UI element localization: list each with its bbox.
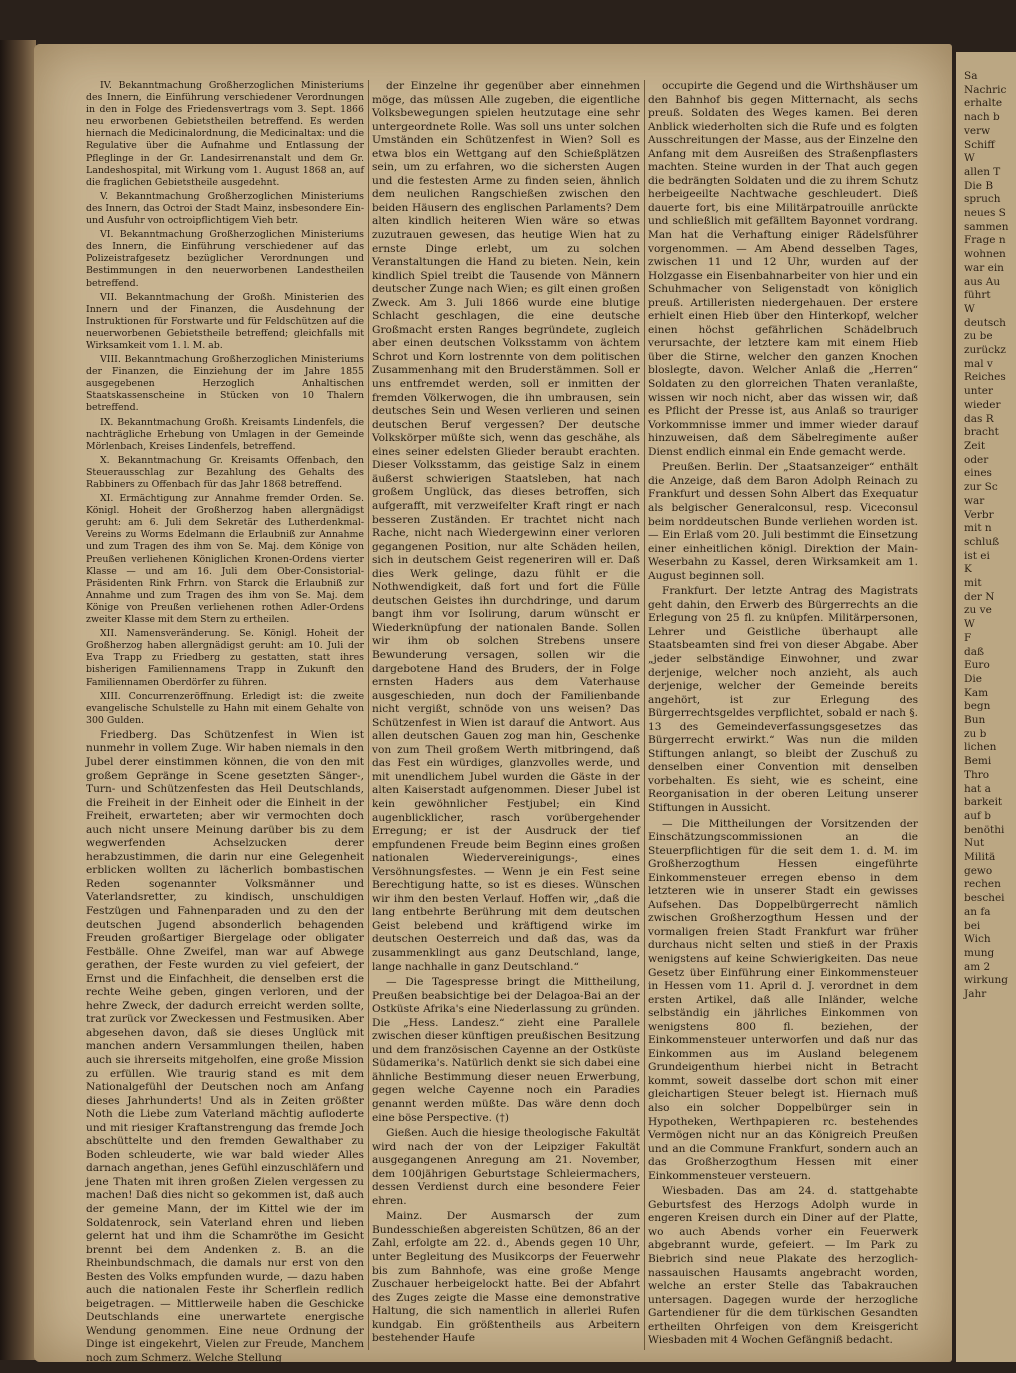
right-page-line: W: [964, 618, 975, 631]
column-2: [372, 80, 640, 1350]
right-page-line: wieder: [964, 398, 1001, 411]
column-rule: [644, 80, 645, 1350]
right-page-line: war: [964, 494, 985, 507]
right-page-line: F: [964, 631, 972, 644]
right-page-line: Frage n: [964, 234, 1006, 247]
right-page-line: sammen: [964, 220, 1009, 233]
announcement-item: XII. Namensveränderung. Se. Königl. Hoheit der Großherzog haben allergnädigst geruht: am 10. Juli der Eva Trapp zu Friedberg zu gestatten, statt ihres bisherigen Familiennamens Trapp in Zukunft den Familiennamen Oberdörfer zu führen.: [86, 628, 364, 688]
article-paragraph: — Die Mittheilungen der Vorsitzenden der Einschätzungscommissionen an die Steuerpflichtigen für die seit dem 1. d. M. im Großherzogthum Hessen eingeführte Einkommensteuer erregen ebenso in dem letzteren wie in unserer Stadt ein gewisses Aufsehen. Das Doppelbürgerrecht nämlich zwischen Großherzogthum Hessen und der vormaligen freien Stadt Frankfurt war früher durchaus nicht selten und stieß in der Praxis wenigstens auf keine Schwierigkeiten. Das neue Gesetz über Einführung einer Einkommensteuer in Hessen vom 11. April d. J. verordnet in dem ersten Artikel, daß alle Inländer, welche selbständig ein jährliches Einkommen von wenigstens 800 fl. beziehen, der Einkommensteuer unterworfen und daß nur das Einkommen aus im Ausland belegenem Grundeigenthum hierbei nicht in Betracht kommt, soweit dasselbe dort schon mit einer gleichartigen Steuer belegt ist. Hiernach muß also ein solcher Doppelbürger sein in Hypotheken, Werthpapieren rc. bestehendes Vermögen nicht nur an das Königreich Preußen und an die Commune Frankfurt, sondern auch an das Großherzogthum Hessen mit einer Einkommensteuer versteuern.: [648, 817, 918, 1182]
announcement-item: V. Bekanntmachung Großherzoglichen Ministeriums des Innern, das Octroi der Stadt Mainz, insbesondere Ein- und Ausfuhr von octroipflichtigem Vieh betr.: [86, 190, 364, 227]
column-3: [648, 80, 918, 1350]
right-page-line: barkeit: [964, 796, 1003, 809]
right-page-line: benöthi: [964, 823, 1005, 836]
right-page-line: W: [964, 302, 975, 315]
announcement-item: X. Bekanntmachung Gr. Kreisamts Offenbach, den Steuerausschlag zur Bezahlung des Gehalts des Rabbiners zu Offenbach für das Jahr 1868 betreffend.: [86, 454, 364, 490]
right-page-line: verw: [964, 124, 991, 137]
right-page-line: spruch: [964, 193, 1001, 206]
right-page-line: zur Sc: [964, 481, 998, 494]
right-page-line: das R: [964, 412, 994, 425]
right-page-line: Sa: [964, 70, 978, 82]
right-page-line: eines: [964, 467, 992, 480]
right-page-line: Jahr: [964, 988, 987, 1001]
right-page-line: mit: [964, 577, 982, 590]
column-1: [86, 80, 364, 1365]
right-page-line: zu be: [964, 330, 993, 343]
right-page-line: allen T: [964, 165, 1001, 178]
right-page-line: wirkung: [964, 974, 1008, 987]
right-page-line: zu b: [964, 727, 987, 740]
right-page-line: Nut: [964, 837, 985, 850]
right-page-line: am 2: [964, 960, 991, 973]
right-page-line: ist ei: [964, 549, 990, 562]
right-page-edge: [956, 52, 1016, 1362]
right-page-line: bracht: [964, 426, 999, 439]
right-page-line: oder: [964, 453, 989, 466]
right-page-line: Wich: [964, 933, 991, 946]
right-page-line: schluß: [964, 535, 1000, 548]
right-page-line: unter: [964, 385, 993, 398]
right-page-line: deutsch: [964, 316, 1006, 329]
right-page-line: war ein: [964, 261, 1004, 274]
right-page-line: rechen: [964, 878, 1001, 891]
right-page-line: begn: [964, 700, 991, 713]
article-paragraph: Frankfurt. Der letzte Antrag des Magistrats geht dahin, den Erwerb des Bürgerrechts an die Erlegung von 25 fl. zu knüpfen. Militärpersonen, Lehrer und Geistliche überhaupt alle Staatsbeamten sind frei von dieser Abgabe. Aber „jeder selbständige Einwohner, und zwar derjenige, welcher noch anzieht, als auch derjenige, welcher der Gemeinde bereits angehört, ist zur Erlegung des Bürgerrechtsgeldes verpflichtet, sobald er nach §. 13 des Gemeindeverfassungsgesetzes das Bürgerrecht erwirkt.“ Was nun die milden Stiftungen anlangt, so bleibt der Zuschuß zu denselben einer Convention mit denselben vorbehalten. Es sieht, wie es scheint, eine Reorganisation in der oberen Leitung unserer Stiftungen in Aussicht.: [648, 585, 918, 814]
right-page-line: Euro: [964, 659, 990, 672]
right-page-line: erhalte: [964, 97, 1003, 110]
announcement-list: [86, 80, 364, 727]
right-page-line: wohnen: [964, 248, 1006, 261]
right-page-line: nach b: [964, 111, 1000, 124]
right-page-line: lichen: [964, 741, 997, 754]
announcement-item: IX. Bekanntmachung Großh. Kreisamts Lindenfels, die nachträgliche Erhebung von Umlagen in der Gemeinde Mörlenbach, Kreises Lindenfels, betreffend.: [86, 416, 364, 452]
right-page-line: Kam: [964, 686, 989, 699]
right-page-line: daß: [964, 645, 984, 658]
article-paragraph: der Einzelne ihr gegenüber aber einnehmen möge, das müssen Alle zugeben, die eigentliche Volksbewegungen spielen heutzutage eine sehr untergeordnete Rolle. Was soll uns unter solchen Umständen ein Schützenfest in Wien? Soll es etwa blos ein Wettgang auf den Schießplätzen sein, um zu erfahren, wo die sichersten Augen und die festesten Arme zu finden seien, ähnlich dem neulichen Rangschießen zwischen den beiden Häusern des englischen Parlaments? Dem alten kindlich heiteren Wien wäre so etwas zuzutrauen gewesen, das heutige Wien hat zu ernste Dinge erlebt, um zu solchen Veranstaltungen die Hand zu bieten. Nein, kein kindlich Spiel treibt die Tausende von Männern deutscher Zunge nach Wien; es gilt einen großen Zweck. Am 3. Juli 1866 wurde eine blutige Schlacht geschlagen, die eine deutsche Großmacht ersten Ranges begründete, zugleich aber einen deutschen Volksstamm von ächtem Schrot und Korn lostrennte von dem politischen Zusammenhang mit den Bruderstämmen. Soll er uns entfremdet werden, soll er inmitten der fremden Völkerwogen, die ihn umbrausen, sein deutsches Sein und Wesen verlieren und seinen deutschen Beruf vergessen? Der deutsche Volkskörper müßte sich, wenn das geschähe, als eines seiner edelsten Glieder beraubt erachten. Dieser Volksstamm, das geistige Salz in einem äußerst schwierigen Staatsleben, hat nach großem Unglück, das dieses betroffen, sich aufgerafft, mit verzweifelter Kraft ringt er nach besseren Zuständen. Er trachtet nicht nach Rache, nicht nach Wiedergewinn einer verloren gegangenen Position, nur alte Schäden heilen, sich in deutschem Geist regeneriren will er. Daß dies Werk gelinge, dazu fühlt er die Nothwendigkeit, daß fort und fort die Fülle deutschen Geistes ihn durchdringe, und darum bangt ihm vor Isolirung, darum wünscht er Wiederknüpfung der nationalen Bande. Sollen wir ihm ob solchen Strebens unsere Bewunderung versagen, sollen wir die dargebotene Hand des Bruders, der in Folge ernsten Haders aus dem Vaterhause ausgeschieden, nun doch der Familienbande nicht vergißt, schnöde von uns weisen? Das Schützenfest in Wien ist darauf die Antwort. Aus allen deutschen Gauen zog man hin, Geschenke von zum Theil großem Werth mitbringend, daß das Fest ein würdiges, glanzvolles werde, und mit unendlichem Jubel wurden die Gäste in der alten Kaiserstadt aufgenommen. Dieser Jubel ist kein gewöhnlicher Festjubel; ein Kind augenblicklicher, rasch vorübergehender Erregung; er ist der Ausdruck der tief empfundenen Freude beim Beginn eines großen nationalen Wiedervereinigungs-, eines Versöhnungsfestes. — Wenn je ein Fest seine Berechtigung hatte, so ist es dieses. Wünschen wir ihm den besten Verlauf. Hoffen wir, „daß die lang entbehrte Berührung mit dem deutschen Geist belebend und kräftigend wirke im deutschen Oesterreich und daß das, was da zusammenklingt aus ganz Deutschland, lange, lange nachhalle in ganz Deutschland.“: [372, 80, 640, 973]
right-page-line: mung: [964, 947, 995, 959]
right-page-line: W: [964, 152, 975, 165]
right-page-line: mal v: [964, 357, 993, 370]
right-page-line: Nachric: [964, 83, 1007, 96]
right-page-line: mit n: [964, 522, 992, 535]
right-page-line: Thro: [964, 768, 990, 781]
right-page-fragments: [956, 52, 1016, 1002]
right-page-line: zurückz: [964, 344, 1006, 357]
right-page-line: auf b: [964, 809, 991, 822]
announcement-item: IV. Bekanntmachung Großherzoglichen Ministeriums des Innern, die Einführung verschiedener Verordnungen in den in Folge des Friedensvertrags vom 3. Sept. 1866 neu erworbenen Gebietstheilen betreffend. Es werden hiernach die Medicinalordnung, die Medicinaltax: und die Regulative über die Aufnahme und Entlassung der Pfleglinge in der Gr. Landesirrenanstalt und dem Gr. Landeshospital, mit Wirkung vom 1. August 1868 an, auf die fraglichen Gebietstheile ausgedehnt.: [86, 80, 364, 188]
column-rule: [368, 80, 369, 1350]
right-page-line: zu ve: [964, 604, 992, 617]
right-page-line: Die: [964, 672, 982, 685]
article-paragraph: occupirte die Gegend und die Wirthshäuser um den Bahnhof bis gegen Mitternacht, als sechs preuß. Soldaten des Weges kamen. Bei deren Anblick wiederholten sich die Rufe und es folgten Ausschreitungen der Masse, aus der Einzelne den Anfang mit dem Ausreißen des Straßenpflasters machten. Steine wurden in der That auch gegen die bedrängten Soldaten und die zu ihrem Schutz herbeigeeilte Nachtwache geschleudert. Dieß dauerte fort, bis eine Militärpatrouille anrückte und schließlich mit gefälltem Bayonnet vordrang. Man hat die Verhaftung einiger Rädelsführer vorgenommen. — Am Abend desselben Tages, zwischen 11 und 12 Uhr, wurden auf der Holzgasse ein Eisenbahnarbeiter von hier und ein Schuhmacher von Seligenstadt von königlich preuß. Artilleristen niedergehauen. Der erstere erhielt einen Hieb über den Hinterkopf, welcher einen höchst gefährlichen Schädelbruch verursachte, der letztere kam mit einem Hieb über die Stirne, welcher den ganzen Knochen bloslegte, davon. Welcher Anlaß die „Herren“ Soldaten zu den glorreichen Thaten veranlaßte, wissen wir noch nicht, aber das wissen wir, daß es Pflicht der Presse ist, aus Anlaß so trauriger Vorkommnisse immer und immer wieder darauf hinzuweisen, daß dem Säbelregimente außer Dienst endlich einmal ein Ende gemacht werde.: [648, 80, 918, 458]
right-page-line: Reiches: [964, 371, 1006, 384]
right-page-line: Bemi: [964, 755, 992, 768]
right-page-line: bei: [964, 919, 981, 932]
right-page-line: gewo: [964, 864, 993, 877]
right-page-line: neues S: [964, 207, 1006, 220]
right-page-line: Schiff: [964, 138, 995, 151]
right-page-line: K: [964, 563, 972, 576]
article-paragraph: Mainz. Der Ausmarsch der zum Bundesschießen abgereisten Schützen, 86 an der Zahl, erfolgte am 22. d., Abends gegen 10 Uhr, unter Begleitung des Musikcorps der Feuerwehr bis zum Bahnhofe, was eine große Menge Zuschauer herbeigelockt hatte. Bei der Abfahrt des Zuges zeigte die Masse eine demonstrative Haltung, die sich namentlich in allerlei Rufen kundgab. Ein größtentheils aus Arbeitern bestehender Haufe: [372, 1210, 640, 1345]
announcement-item: VII. Bekanntmachung der Großh. Ministerien des Innern und der Finanzen, die Ausdehnung der Instruktionen für Forstwarte und für Feldschützen auf die neuerworbenen Gebietstheile betreffend; gleichfalls mit Wirksamkeit vom 1. l. M. ab.: [86, 291, 364, 351]
announcement-item: XI. Ermächtigung zur Annahme fremder Orden. Se. Königl. Hoheit der Großherzog haben allergnädigst geruht: am 6. Juli dem Sekretär des Lutherdenkmal-Vereins zu Worms Edelmann die Erlaubniß zur Annahme und zum Tragen des ihm von Se. Maj. dem Könige von Preußen verliehenen Königlichen Kronen-Ordens vierter Klasse — und am 16. Juli dem Ober-Consistorial-Präsidenten Rink Frhrn. von Starck die Erlaubniß zur Annahme und zum Tragen des ihm von Se. Maj. dem Könige von Preußen verliehenen rothen Adler-Ordens zweiter Klasse mit dem Stern zu ertheilen.: [86, 493, 364, 626]
right-page-line: Verbr: [964, 508, 994, 521]
announcement-item: VIII. Bekanntmachung Großherzoglichen Ministeriums der Finanzen, die Einziehung der im Jahre 1855 ausgegebenen Herzoglich Anhaltischen Staatskassenscheine in Stücken von 10 Thalern betreffend.: [86, 354, 364, 414]
article-paragraph: Gießen. Auch die hiesige theologische Fakultät wird nach der von der Leipziger Fakultät ausgegangenen Anregung am 21. November, dem 100jährigen Geburtstage Schleiermachers, dessen Verdienst durch eine besondere Feier ehren.: [372, 1127, 640, 1207]
book-spine: [0, 40, 36, 1360]
article-friedberg: Friedberg. Das Schützenfest in Wien ist nunmehr in vollem Zuge. Wir haben niemals in den Jubel derer einstimmen können, die von den mit großem Gepränge in Scene gesetzten Sänger-, Turn- und Schützenfesten das Heil Deutschlands, die Freiheit in der Einheit oder die Einheit in der Freiheit, erwarteten; aber wir vermochten doch auch nicht unsere Meinung darüber bis zu dem wegwerfenden Achselzucken derer herabzustimmen, die darin nur eine Gelegenheit erblicken wollten zu lächerlich bombastischen Reden sogenannter Volksmänner und Vaterlandsretter, zu kindisch, unschuldigen Festzügen und Fahnenparaden und zu den der deutschen Jugend absonderlich behagenden Freuden großartiger Biergelage oder obligater Festbälle. Ohne Zweifel, man war auf Abwege gerathen, der Feste wurden zu viel gefeiert, der Ernst und die Einfachheit, die denselben erst die rechte Weihe geben, gingen verloren, und der hehre Zweck, der dadurch erreicht werden sollte, trat zurück vor Zweckessen und Festmusiken. Aber abgesehen davon, daß sie dieses Unglück mit manchen andern Versammlungen theilen, haben auch sie ihrerseits mitgeholfen, eine große Mission zu erfüllen. Wie traurig stand es mit dem Nationalgefühl der Deutschen noch am Anfang dieses Jahrhunderts! Und als in Zeiten größter Noth die Liebe zum Vaterland mächtig aufloderte und mit riesiger Kraftanstrengung das fremde Joch abschüttelte und den fremden Gewalthaber zu Boden schleuderte, wie war bald wieder Alles darnach angethan, jenes Gefühl einzuschläfern und jene Thaten mit ihren großen Zielen vergessen zu machen! Daß dies nicht so gekommen ist, daß auch der gemeine Mann, der im Kittel wie der im Soldatenrock, sein Vaterland ehren und lieben gelernt hat und ihm die Schamröthe im Gesicht brennt bei dem Andenken z. B. an die Rheinbundschmach, die damals nur erst von den Besten des Volks empfunden wurde, — dazu haben auch die nationalen Feste ihr Scherflein redlich beigetragen. — Mittlerweile haben die Geschicke Deutschlands eine unerwartete energische Wendung genommen. Eine neue Ordnung der Dinge ist eingekehrt, Vielen zur Freude, Manchem noch zum Schmerz. Welche Stellung: [86, 728, 364, 1365]
right-page-line: an fa: [964, 905, 991, 918]
right-page-line: Bun: [964, 714, 986, 727]
article-paragraph: Wiesbaden. Das am 24. d. stattgehabte Geburtsfest des Herzogs Adolph wurde in engeren Kreisen durch ein Diner auf der Platte, wo auch Abends vorher ein Feuerwerk abgebrannt wurde, gefeiert. — Im Park zu Biebrich sind neue Plakate des herzoglich-nassauischen Hausamts angebracht worden, welche an erster Stelle das Tabakrauchen untersagen. Dagegen wurde der herzogliche Gartendiener für die dem türkischen Gesandten ertheilten Ohrfeigen von dem Kreisgericht Wiesbaden mit 4 Wochen Gefängniß bedacht.: [648, 1185, 918, 1347]
right-page-line: Militä: [964, 851, 996, 864]
right-page-line: Zeit: [964, 439, 986, 452]
right-page-line: führt: [964, 289, 991, 302]
announcement-item: XIII. Concurrenzeröffnung. Erledigt ist: die zweite evangelische Schulstelle zu Hahn mit einem Gehalte von 300 Gulden.: [86, 690, 364, 726]
right-page-line: hat a: [964, 782, 991, 795]
article-paragraph: — Die Tagespresse bringt die Mittheilung, Preußen beabsichtige bei der Delagoa-Bai an der Ostküste Afrika's eine Niederlassung zu gründen. Die „Hess. Landesz.“ zieht eine Parallele zwischen dieser künftigen preußischen Besitzung und dem französischen Cayenne an der Ostküste Südamerika's. Natürlich denkt sie sich dabei eine ähnliche Bestimmung dieser neuen Erwerbung, gegen welche Cayenne noch ein Paradies genannt werden müßte. Das wäre denn doch eine böse Perspective. (†): [372, 976, 640, 1124]
right-page-line: aus Au: [964, 275, 1001, 288]
announcement-item: VI. Bekanntmachung Großherzoglichen Ministeriums des Innern, die Einführung verschiedener auf das Polizeistrafgesetz bezüglicher Verordnungen und Bestimmungen in den neuerworbenen Landestheilen betreffend.: [86, 229, 364, 289]
right-page-line: Die B: [964, 179, 994, 192]
right-page-line: beschei: [964, 892, 1005, 905]
article-paragraph: Preußen. Berlin. Der „Staatsanzeiger“ enthält die Anzeige, daß dem Baron Adolph Reinach zu Frankfurt und dessen Sohn Albert das Exequatur als belgischer Generalconsul, resp. Viceconsul beim norddeutschen Bunde verliehen worden ist. — Ein Erlaß vom 20. Juli bestimmt die Einsetzung einer einheitlichen königl. Direktion der Main-Weserbahn zu Kassel, deren Wirksamkeit am 1. August beginnen soll.: [648, 461, 918, 582]
right-page-line: der N: [964, 590, 995, 603]
